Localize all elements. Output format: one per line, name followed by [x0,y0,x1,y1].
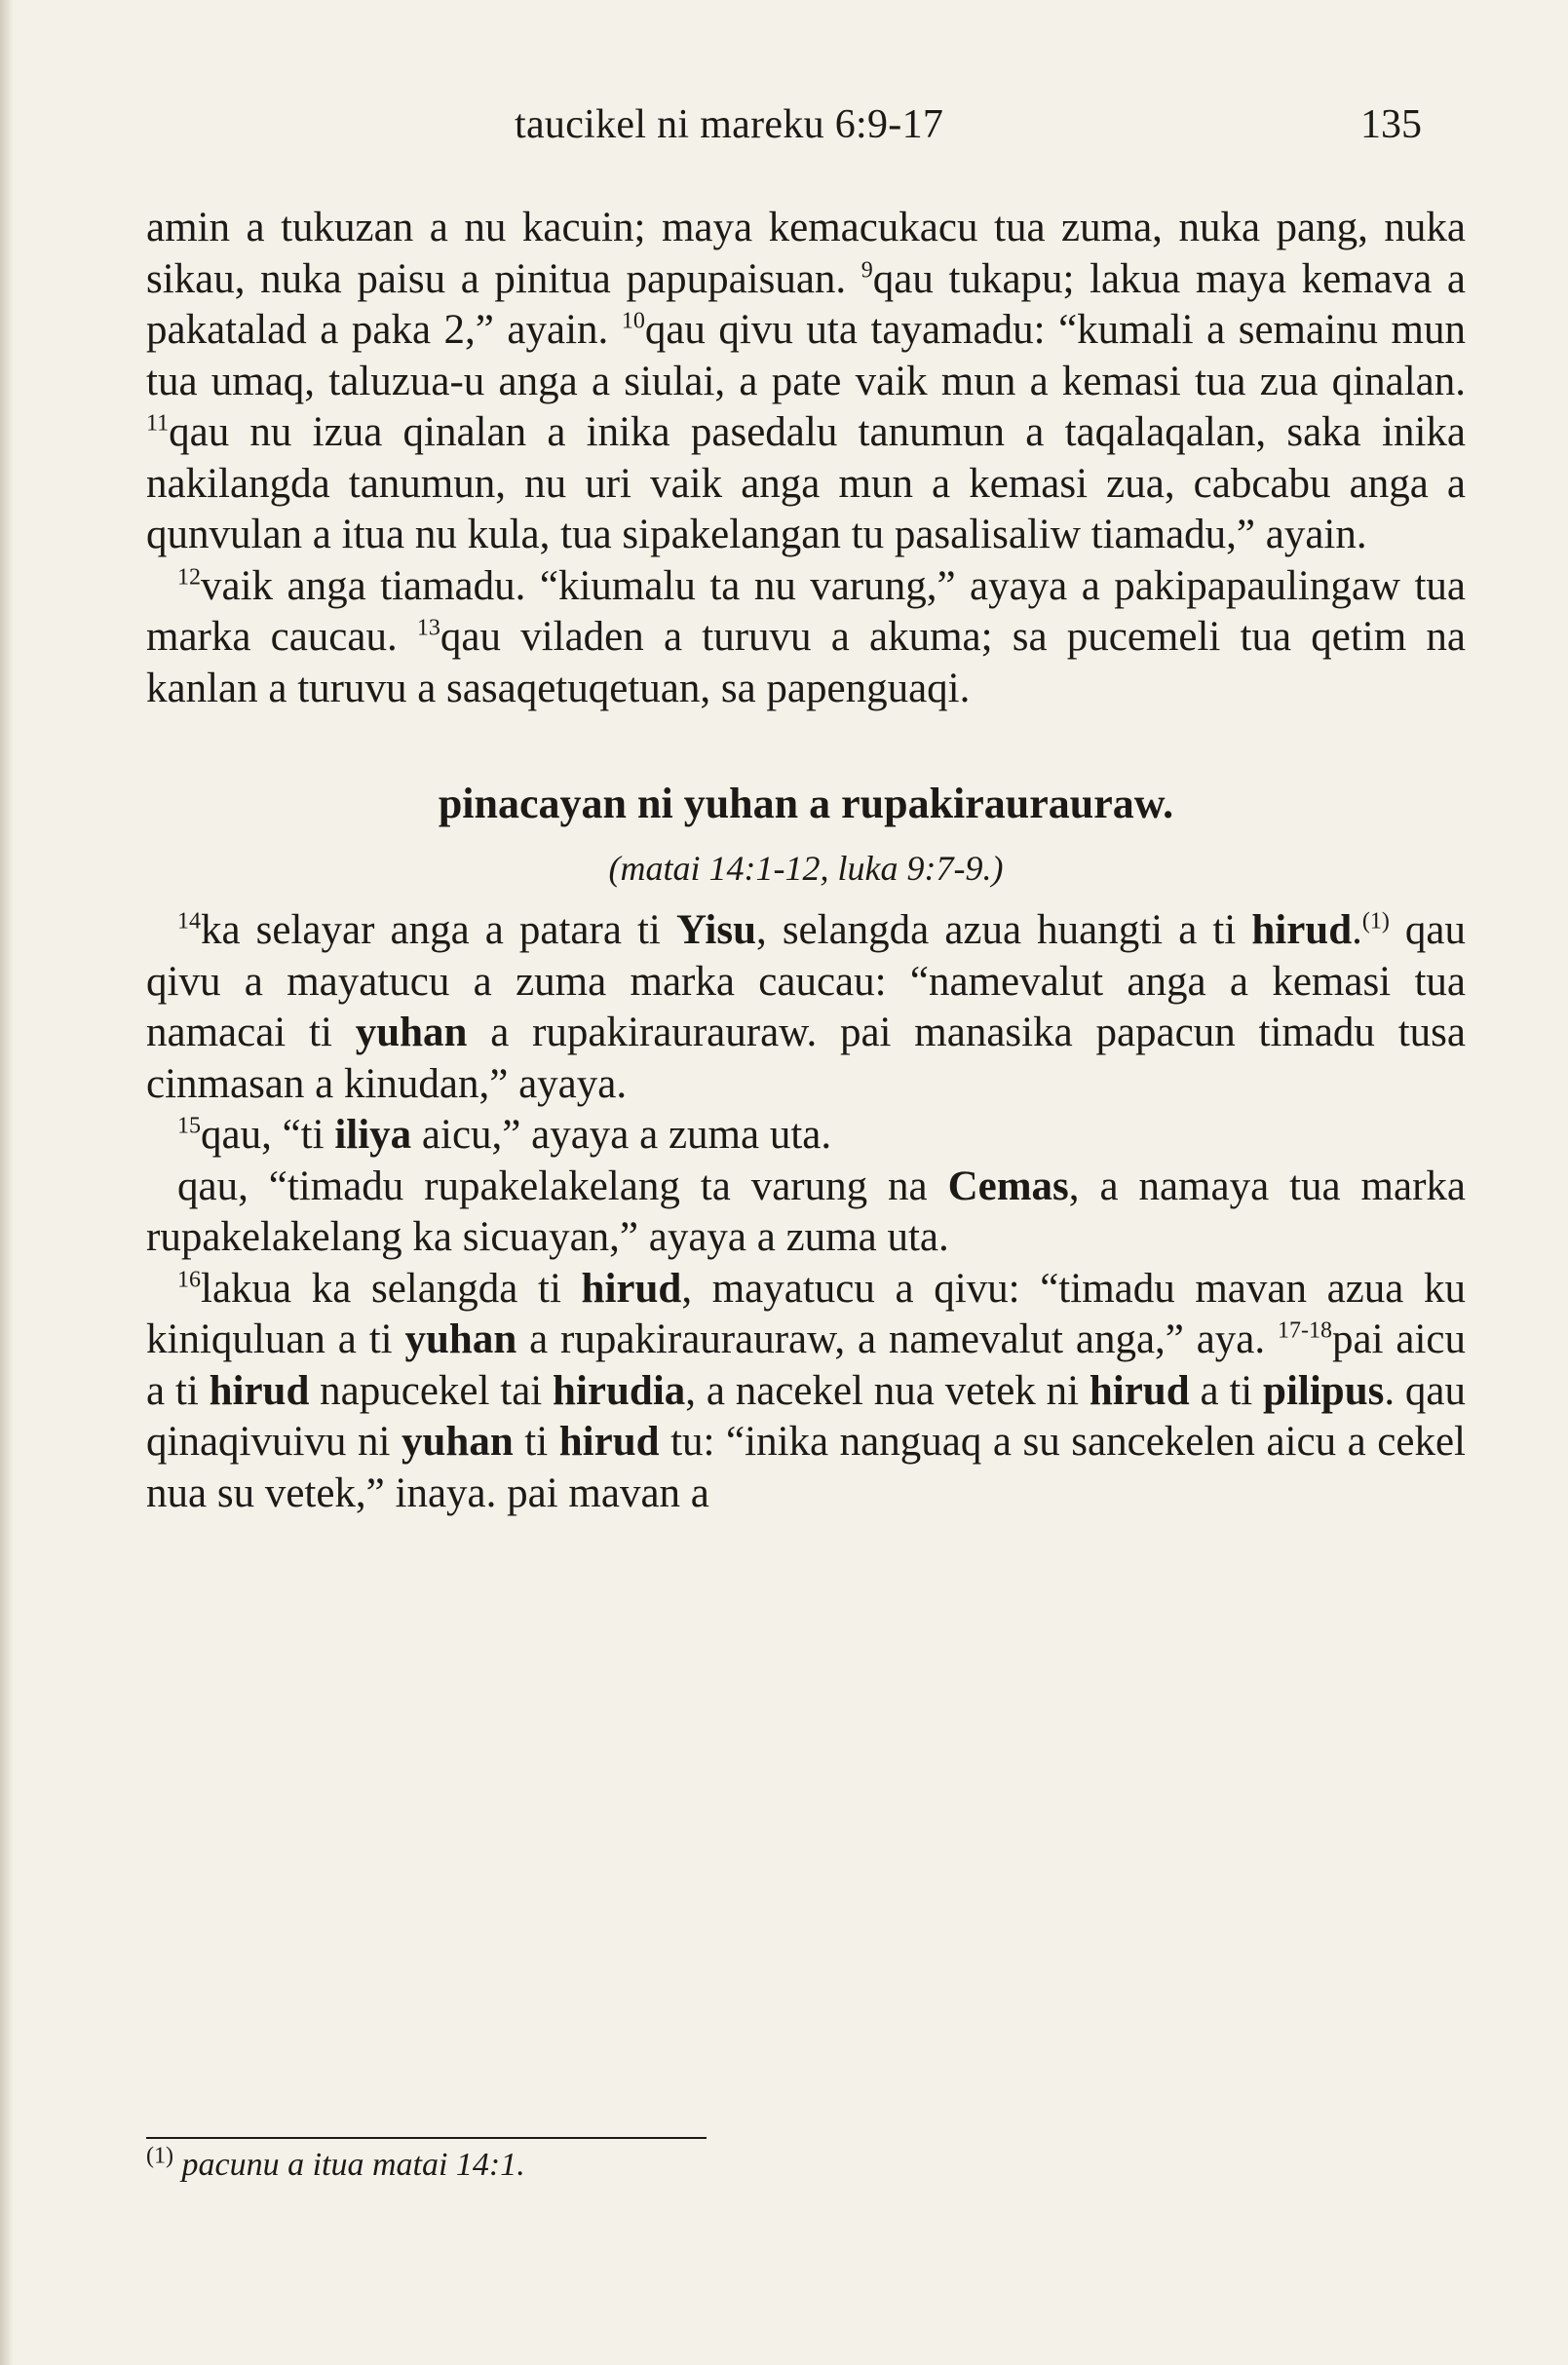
name-yuhan: yuhan [401,1419,514,1465]
verse-number: 15 [177,1113,201,1139]
paragraph: $^{16}$lakua ka selangda ti hirud, mayatucu a qivu: “timadu mavan azua ku kiniquluan a ti yuhan a rupakiraurauraw, a namevalut anga,” aya. $^{17-18}$pai aicu a ti hirud napucekel tai hirudia, a nacekel nua vetek ni hirud a ti pilipus. qau qinaqivuivu ni yuhan ti hirud tu: “inika nanguaq a su sancekelen aicu a cekel nua su vetek,” inaya. pai mavan a [146,1265,1467,1516]
name-hirud: hirud [558,1419,660,1465]
footnote-marker: (1) [146,2143,173,2169]
verse-number: 10 [621,308,645,334]
footnote-rule [146,2137,707,2139]
running-head-title: taucikel ni mareku 6:9-17 [515,102,944,147]
name-hirudia: hirudia [553,1367,686,1414]
verse-number: 13 [416,615,440,641]
paragraph: $^{14}$ka selayar anga a patara ti Yisu, selangda azua huangti a ti hirud.$^{(1)}$ qau qivu a mayatucu a zuma marka caucau: “namevalut anga a kemasi tua namacai ti yuhan a rupakiraurauraw. pai manasika papacun timadu tusa cinmasan a kinudan,” ayaya. [146,907,1466,1107]
verse-number: 9 [860,257,873,284]
name-hirud: hirud [1089,1367,1190,1414]
page-number: 135 [1360,102,1422,147]
main-text [146,203,1466,1519]
parallel-reference: (matai 14:1-12, luka 9:7-9.) [608,849,1004,888]
paragraph: $^{12}$vaik anga tiamadu. “kiumalu ta nu varung,” ayaya a pakipapaulingaw tua marka caucau. $^{13}$qau viladen a turuvu a akuma; sa pucemeli tua qetim na kanlan a turuvu a sasaqetuqetuan, sa papenguaqi. [146,562,1466,711]
name-yuhan: yuhan [404,1316,517,1362]
name-pilipus: pilipus [1263,1367,1385,1414]
name-iliya: iliya [334,1112,412,1158]
footnote-text: pacunu a itua matai 14:1. [181,2147,525,2183]
verse-number: 11 [146,410,170,437]
paragraph: amin a tukuzan a nu kacuin; maya kemacukacu tua zuma, nuka pang, nuka sikau, nuka paisu a pinitua papupaisuan. $^9$qau tukapu; lakua maya kemava a pakatalad a paka 2,” ayain. $^{10}$qau qivu uta tayamadu: “kumali a semainu mun tua umaq, taluzua-u anga a siulai, a pate vaik mun a kemasi tua zua qinalan. $^{11}$qau nu izua qinalan a inika pasedalu tanumun a taqalaqalan, saka inika nakilangda tanumun, nu uri vaik anga mun a kemasi zua, cabcabu anga a qunvulan a itua nu kula, tua sipakelangan tu pasalisaliw tiamadu,” ayain. [146,205,1466,557]
footnote-marker: (1) [1361,908,1390,935]
verse-number: 12 [177,564,201,591]
name-cemas: Cemas [947,1163,1069,1209]
name-hirud: hirud [209,1367,310,1414]
verse-number: 16 [177,1267,201,1293]
paragraph: $^{15}$qau, “ti iliya aicu,” ayaya a zuma uta. [177,1112,832,1158]
name-hirud: hirud [581,1265,682,1312]
name-hirud: hirud [1251,907,1353,953]
page-spine-shadow [0,0,14,2365]
paragraph: qau, “timadu rupakelakelang ta varung na Cemas, a namaya tua marka rupakelakelang ka sicuayan,” ayaya a zuma uta. [146,1163,1466,1260]
footnote [146,2144,525,2187]
running-head [146,101,1422,160]
verse-number: 14 [177,908,201,935]
name-yisu: Yisu [675,907,756,953]
section-heading: pinacayan ni yuhan a rupakiraurauraw. [438,780,1174,827]
name-yuhan: yuhan [355,1010,468,1055]
verse-number: 17-18 [1278,1317,1332,1344]
